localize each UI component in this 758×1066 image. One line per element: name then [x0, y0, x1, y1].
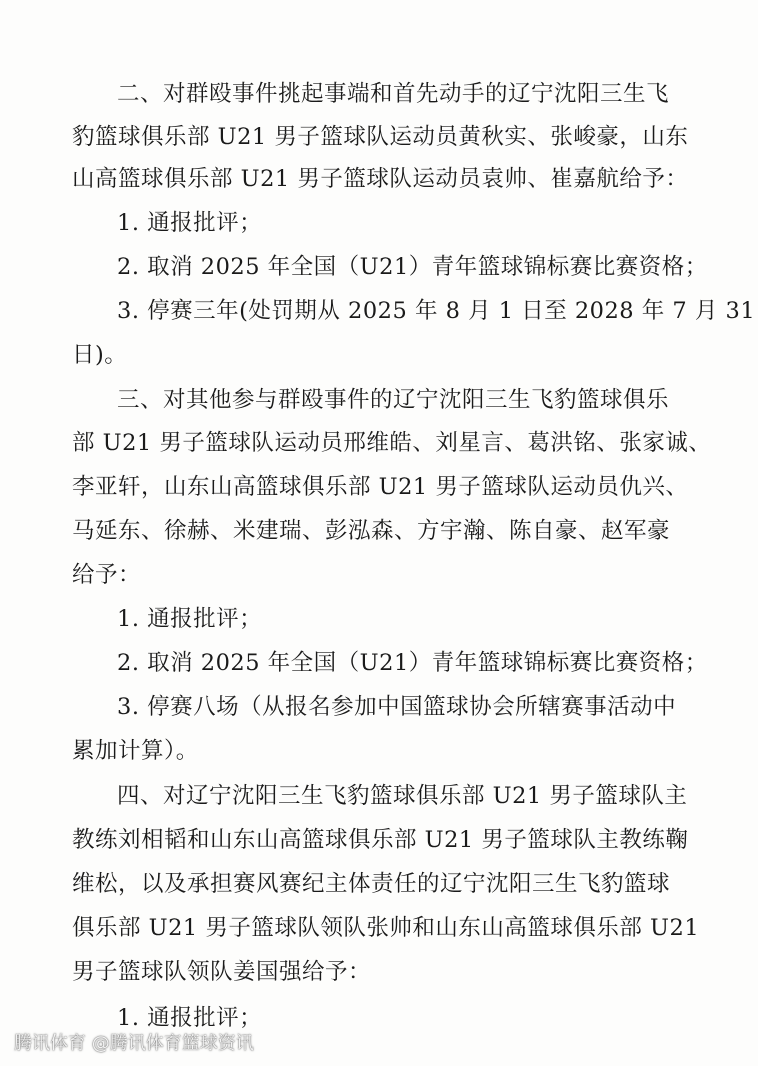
text-line: 3. 停赛八场（从报名参加中国篮球协会所辖赛事活动中 — [117, 694, 677, 720]
text-line: 李亚轩，山东山高篮球俱乐部 U21 男子篮球队运动员仇兴、 — [72, 474, 689, 500]
text-line: 2. 取消 2025 年全国（U21）青年篮球锦标赛比赛资格； — [117, 254, 708, 280]
text-line: 2. 取消 2025 年全国（U21）青年篮球锦标赛比赛资格； — [117, 650, 708, 676]
text-line: 豹篮球俱乐部 U21 男子篮球队运动员黄秋实、张峻豪，山东 — [72, 124, 689, 150]
text-line: 1. 通报批评； — [117, 1005, 263, 1031]
text-line: 教练刘相韬和山东山高篮球俱乐部 U21 男子篮球队主教练鞠 — [72, 827, 689, 853]
text-line: 1. 通报批评； — [117, 606, 263, 632]
text-line: 日)。 — [72, 342, 128, 368]
text-line: 3. 停赛三年(处罚期从 2025 年 8 月 1 日至 2028 年 7 月 31 — [117, 298, 756, 324]
text-line: 三、对其他参与群殴事件的辽宁沈阳三生飞豹篮球俱乐 — [117, 387, 670, 413]
text-line: 累加计算）。 — [72, 738, 199, 764]
text-line: 男子篮球队领队姜国强给予： — [72, 959, 372, 985]
text-line: 马延东、徐赫、米建瑞、彭泓森、方宇瀚、陈自豪、赵军豪 — [72, 518, 671, 544]
watermark: 腾讯体育 @腾讯体育篮球资讯 — [14, 1033, 254, 1054]
text-line: 山高篮球俱乐部 U21 男子篮球队运动员袁帅、崔嘉航给予： — [72, 166, 689, 192]
text-line: 二、对群殴事件挑起事端和首先动手的辽宁沈阳三生飞 — [117, 81, 670, 107]
text-line: 1. 通报批评； — [117, 210, 263, 236]
text-line: 部 U21 男子篮球队运动员邢维皓、刘星言、葛洪铭、张家诚、 — [72, 430, 712, 456]
text-line: 俱乐部 U21 男子篮球队领队张帅和山东山高篮球俱乐部 U21 — [72, 915, 700, 941]
text-line: 给予： — [72, 562, 142, 588]
text-line: 四、对辽宁沈阳三生飞豹篮球俱乐部 U21 男子篮球队主 — [117, 783, 688, 809]
text-line: 维松，以及承担赛风赛纪主体责任的辽宁沈阳三生飞豹篮球 — [72, 871, 671, 897]
